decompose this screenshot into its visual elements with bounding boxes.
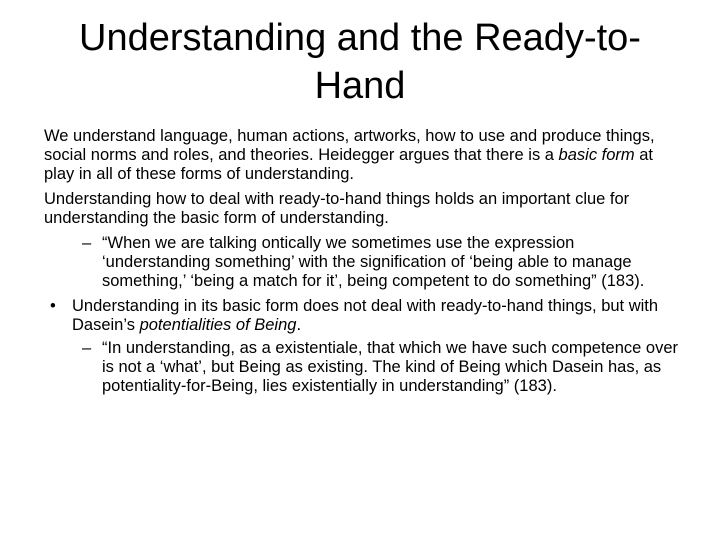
quote-ontic — [82, 234, 684, 291]
slide-body — [44, 127, 684, 402]
paragraph-ready-to-hand: Understanding how to deal with ready-to-hand things holds an important clue for understanding the basic form of understanding. — [44, 190, 630, 227]
bullet-basic-form-text-2: . — [296, 316, 302, 334]
quote-ontic-text: “When we are talking ontically we sometimes use the expression ‘understanding something’ with the signification of ‘being able to manage something,’ ‘being a match for it’, being competent to do something” (183). — [102, 234, 645, 290]
bullet-basic-form — [50, 297, 684, 335]
dash-marker: – — [82, 339, 92, 357]
bullet-basic-form-emphasis: potentialities of Being — [139, 316, 297, 334]
paragraph-intro — [44, 127, 684, 184]
paragraph-intro-emphasis: basic form — [558, 146, 635, 164]
bullet-marker: • — [50, 297, 56, 315]
dash-marker: – — [82, 234, 92, 252]
paragraph-intro-text-2: at play in all of these forms of understanding. — [44, 146, 654, 183]
slide-title: Understanding and the Ready-to-Hand — [79, 17, 641, 107]
paragraph-intro-text-1: We understand language, human actions, artworks, how to use and produce things, social norms and roles, and theories. Heidegger argues that there is a — [44, 127, 655, 164]
quote-existentiale-text: “In understanding, as a existentiale, that which we have such competence over is not a ‘what’, but Being as existing. The kind of Being which Dasein has, as potentiality-for-Being, lies existentially in understanding” (183). — [102, 339, 679, 395]
bullet-basic-form-text-1: Understanding in its basic form does not deal with ready-to-hand things, but with Dasein’s — [72, 297, 659, 334]
quote-existentiale — [82, 339, 684, 396]
